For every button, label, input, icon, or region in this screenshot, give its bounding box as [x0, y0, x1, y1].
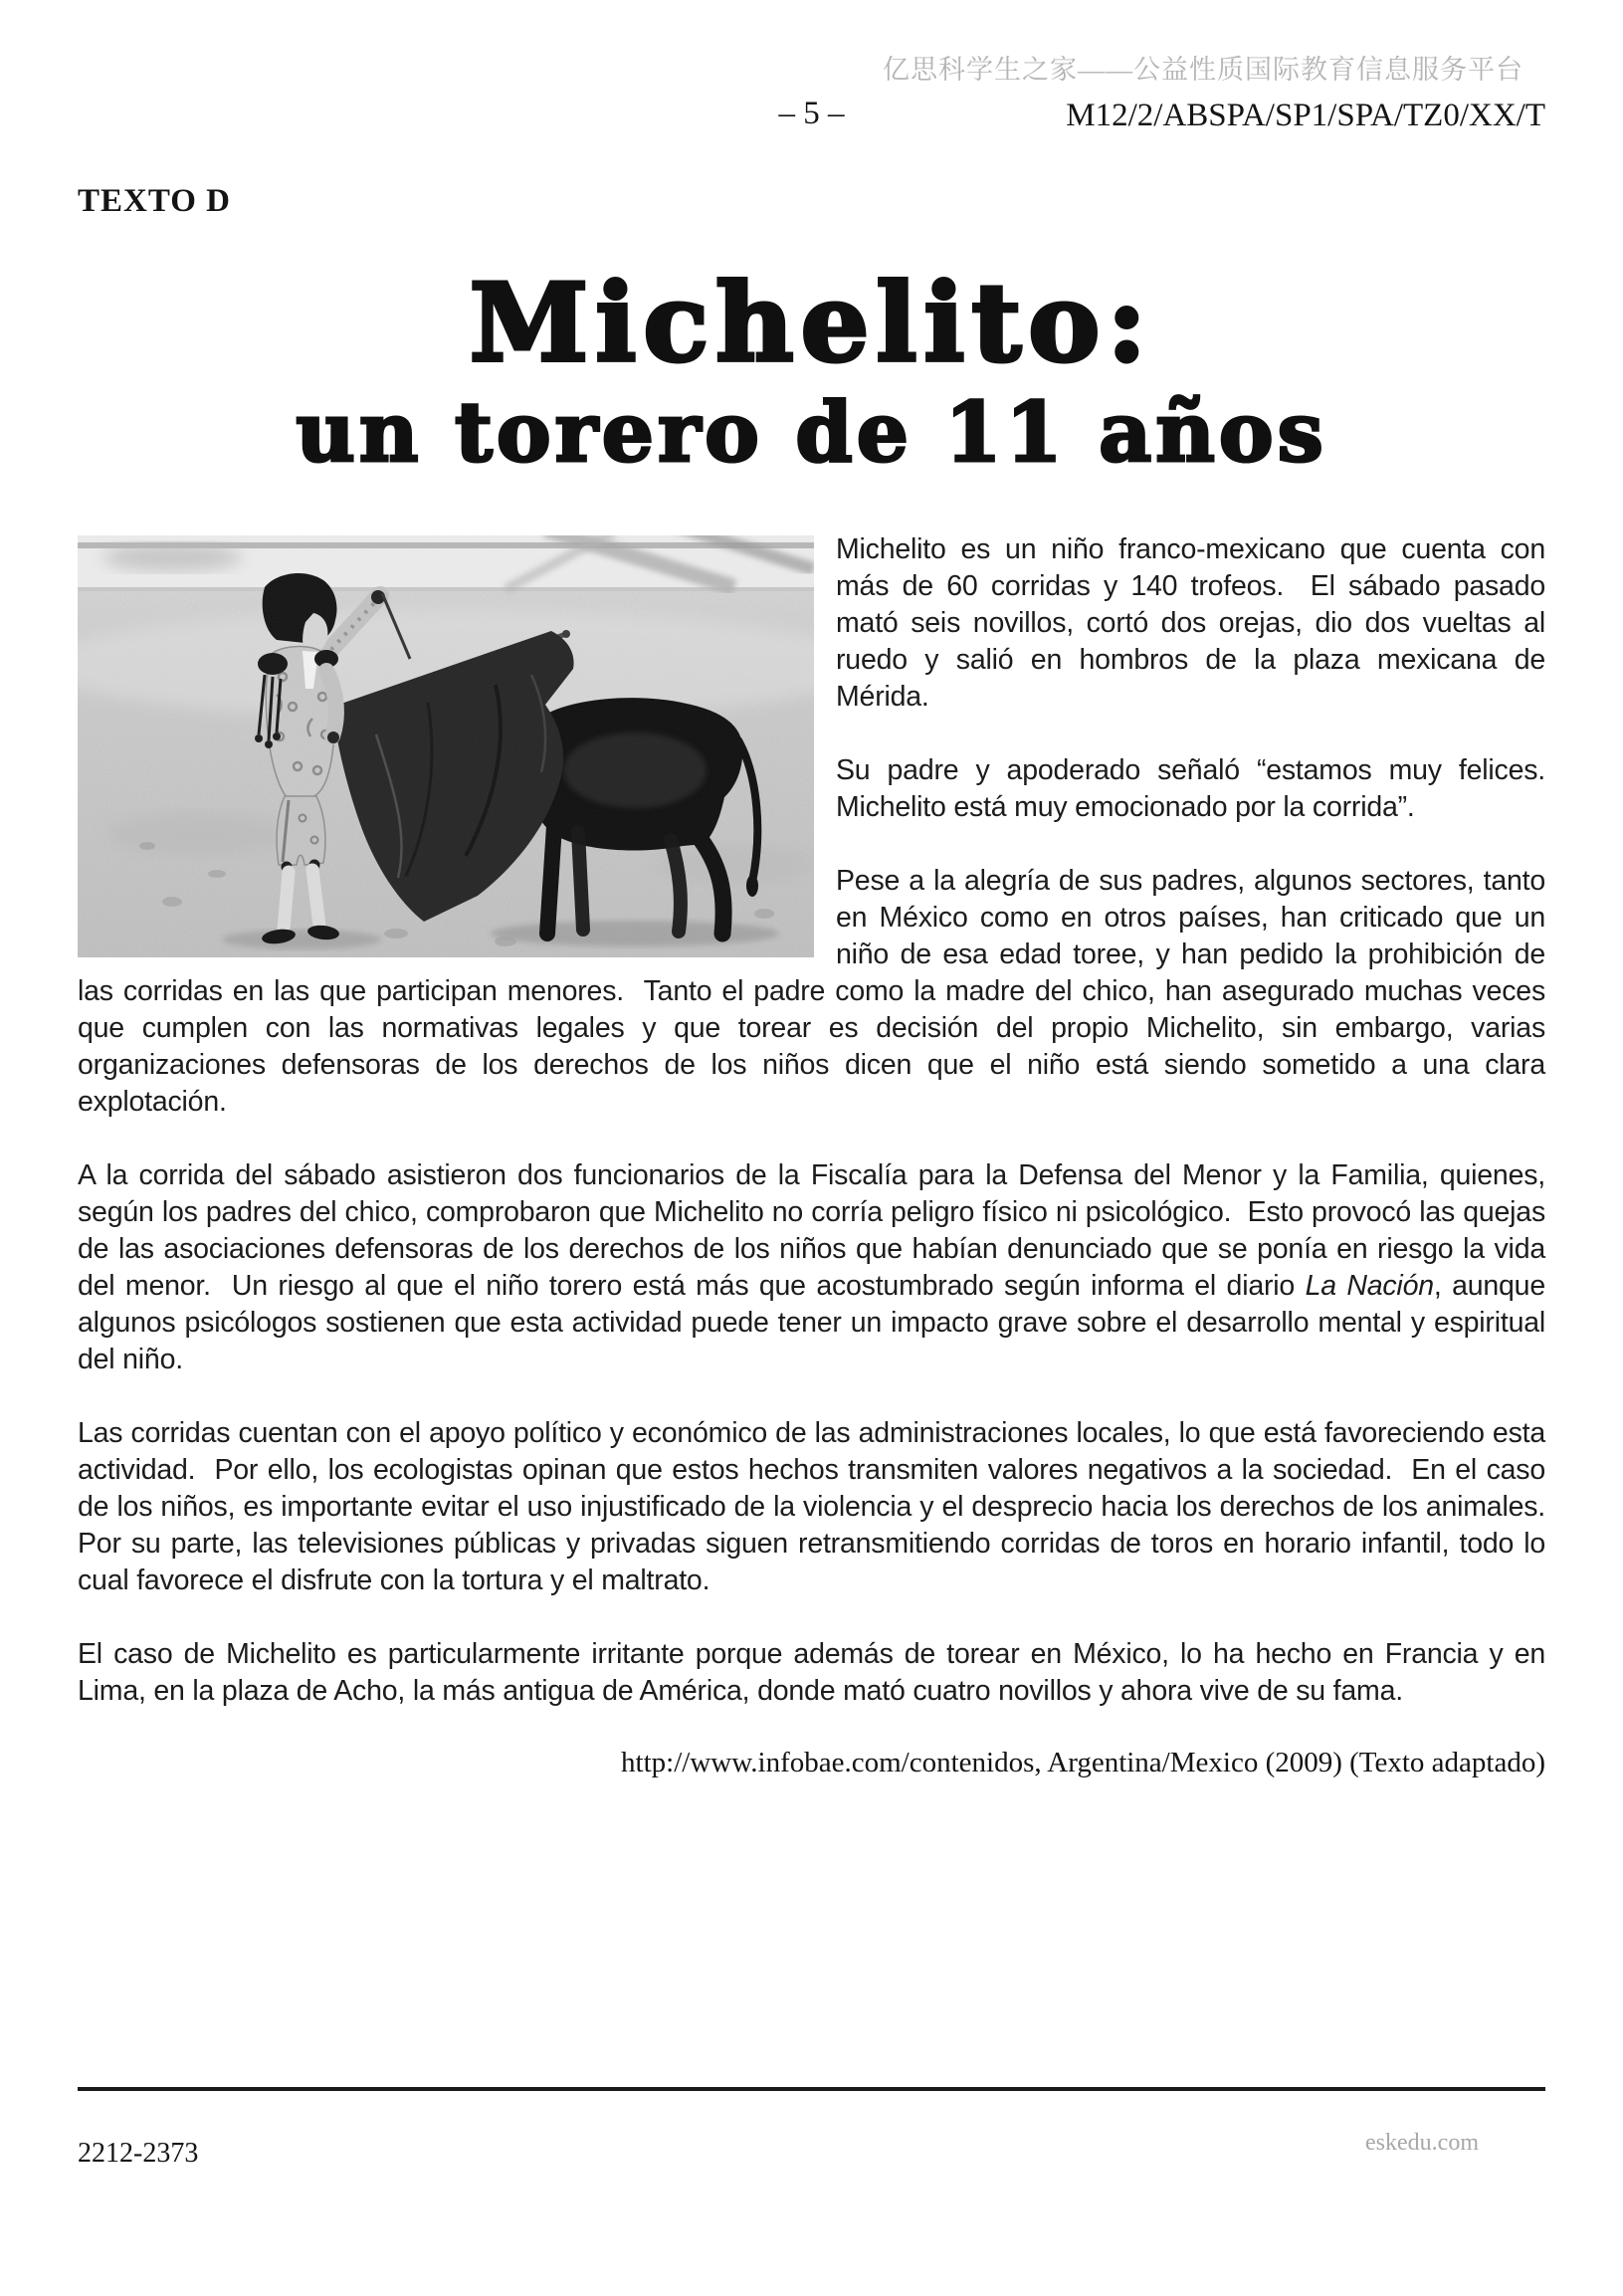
article-subtitle: un torero de 11 años — [296, 385, 1327, 482]
footer-rule — [78, 2087, 1545, 2091]
section-label: TEXTO D — [78, 183, 232, 219]
article-paragraph: Michelito es un niño franco-mexicano que cuenta con más de 60 corridas y 140 trofeos. El sábado pasado mató seis novillos, cortó dos orejas, dio dos vueltas al ruedo y salió en hombros de la plaza mexicana de Mérida. — [836, 533, 1553, 714]
page-header — [78, 96, 1545, 139]
bullfight-photo — [78, 535, 814, 957]
watermark: eskedu.com — [1365, 2130, 1479, 2156]
footer-exam-code: 2212-2373 — [78, 2138, 199, 2169]
bullfight-photo-illustration — [78, 535, 814, 957]
article-body — [78, 531, 1561, 1710]
article-title: Michelito: — [469, 261, 1154, 386]
article-paragraph: Pese a la alegría de sus padres, algunos sectores, tanto en México como en otros países, han criticado que un niño de esa edad toree, y han pedido la prohibición de las corridas en las que participan menores. Tanto el padre como la madre del chico, han asegurado muchas veces que cumplen con las normativas legales y que torear es decisión del propio Michelito, sin embargo, varias organizaciones defensoras de los derechos de los niños dicen que el niño está siendo sometido a una clara explotación. — [78, 865, 1553, 1119]
page-number: – 5 – — [778, 96, 845, 131]
chinese-banner: 亿思科学生之家——公益性质国际教育信息服务平台 — [883, 55, 1523, 85]
source-citation: http://www.infobae.com/contenidos, Argentina/Mexico (2009) (Texto adaptado) — [621, 1747, 1545, 1779]
paper-code: M12/2/ABSPA/SP1/SPA/TZ0/XX/T — [1066, 98, 1545, 133]
article-paragraph: Las corridas cuentan con el apoyo político y económico de las administraciones locales, lo que está favoreciendo esta actividad. Por ello, los ecologistas opinan que estos hechos transmiten valores negativos a la sociedad. En el caso de los niños, es importante evitar el uso injustificado de la violencia y el desprecio hacia los derechos de los animales. Por su parte, las televisiones públicas y privadas siguen retransmitiendo corridas de toros en horario infantil, todo lo cual favorece el disfrute con la tortura y el maltrato. — [78, 1417, 1561, 1597]
article-paragraph: El caso de Michelito es particularmente irritante porque además de torear en México, lo ha hecho en Francia y en Lima, en la plaza de Acho, la más antigua de América, donde mató cuatro novillos y ahora vive de su fama. — [78, 1638, 1553, 1708]
article-paragraph: Su padre y apoderado señaló “estamos muy felices. Michelito está muy emocionado por la corrida”. — [836, 754, 1561, 824]
article-paragraph: A la corrida del sábado asistieron dos funcionarios de la Fiscalía para la Defensa del Menor y la Familia, quienes, según los padres del chico, comprobaron que Michelito no corría peligro físico ni psicológico. Esto provocó las quejas de las asociaciones defensoras de los derechos de los niños que habían denunciado que se ponía en riesgo la vida del menor. Un riesgo al que el niño torero está más que acostumbrado según informa el diario La Nación, aunque algunos psicólogos sostienen que esta actividad puede tener un impacto grave sobre el desarrollo mental y espiritual del niño. — [78, 1159, 1553, 1376]
article — [78, 261, 1561, 1779]
